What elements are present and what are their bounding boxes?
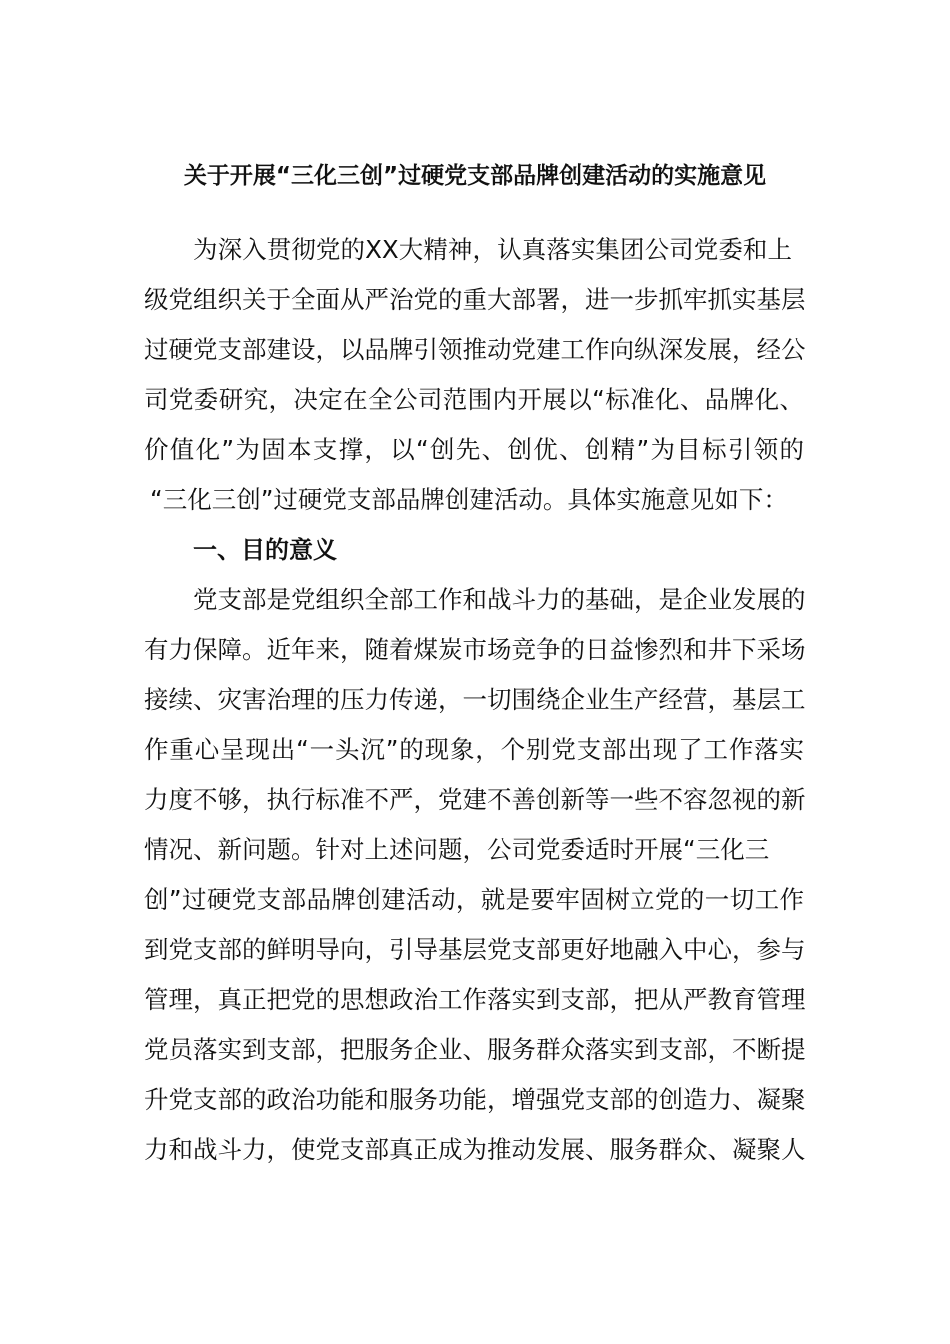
paragraph-1-line-2: 级党组织关于全面从严治党的重大部署，进一步抓牢抓实基层 (144, 285, 806, 314)
paragraph-2-line-2: 有力保障。近年来，随着煤炭市场竞争的日益惨烈和井下采场 (144, 635, 806, 664)
paragraph-1-line-1: 为深入贯彻党的XX大精神，认真落实集团公司党委和上 (193, 235, 792, 264)
paragraph-2-line-8: 到党支部的鲜明导向，引导基层党支部更好地融入中心，参与 (144, 935, 806, 964)
paragraph-2-line-11: 升党支部的政治功能和服务功能，增强党支部的创造力、凝聚 (144, 1085, 806, 1114)
paragraph-1-line-3: 过硬党支部建设，以品牌引领推动党建工作向纵深发展，经公 (144, 335, 806, 364)
paragraph-2-line-3: 接续、灾害治理的压力传递，一切围绕企业生产经营，基层工 (144, 685, 806, 714)
paragraph-2-line-7: 创”过硬党支部品牌创建活动，就是要牢固树立党的一切工作 (144, 885, 804, 914)
paragraph-2-line-6: 情况、新问题。针对上述问题，公司党委适时开展“三化三 (144, 835, 770, 864)
paragraph-2-line-4: 作重心呈现出“一头沉”的现象，个别党支部出现了工作落实 (144, 735, 804, 764)
paragraph-1-line-6: “三化三创”过硬党支部品牌创建活动。具体实施意见如下： (150, 485, 788, 514)
paragraph-1-line-4: 司党委研究，决定在全公司范围内开展以“标准化、品牌化、 (144, 385, 804, 414)
paragraph-2-line-9: 管理，真正把党的思想政治工作落实到支部，把从严教育管理 (144, 985, 806, 1014)
section-heading-1: 一、目的意义 (193, 536, 337, 564)
paragraph-2-line-10: 党员落实到支部，把服务企业、服务群众落实到支部，不断提 (144, 1035, 806, 1064)
document-title: 关于开展“三化三创”过硬党支部品牌创建活动的实施意见 (183, 163, 767, 189)
paragraph-2-line-12: 力和战斗力，使党支部真正成为推动发展、服务群众、凝聚人 (144, 1135, 806, 1164)
paragraph-2-line-1: 党支部是党组织全部工作和战斗力的基础，是企业发展的 (193, 585, 806, 614)
paragraph-2-line-5: 力度不够，执行标准不严，党建不善创新等一些不容忽视的新 (144, 785, 806, 814)
paragraph-1-line-5: 价值化”为固本支撑，以“创先、创优、创精”为目标引领的 (144, 435, 804, 464)
